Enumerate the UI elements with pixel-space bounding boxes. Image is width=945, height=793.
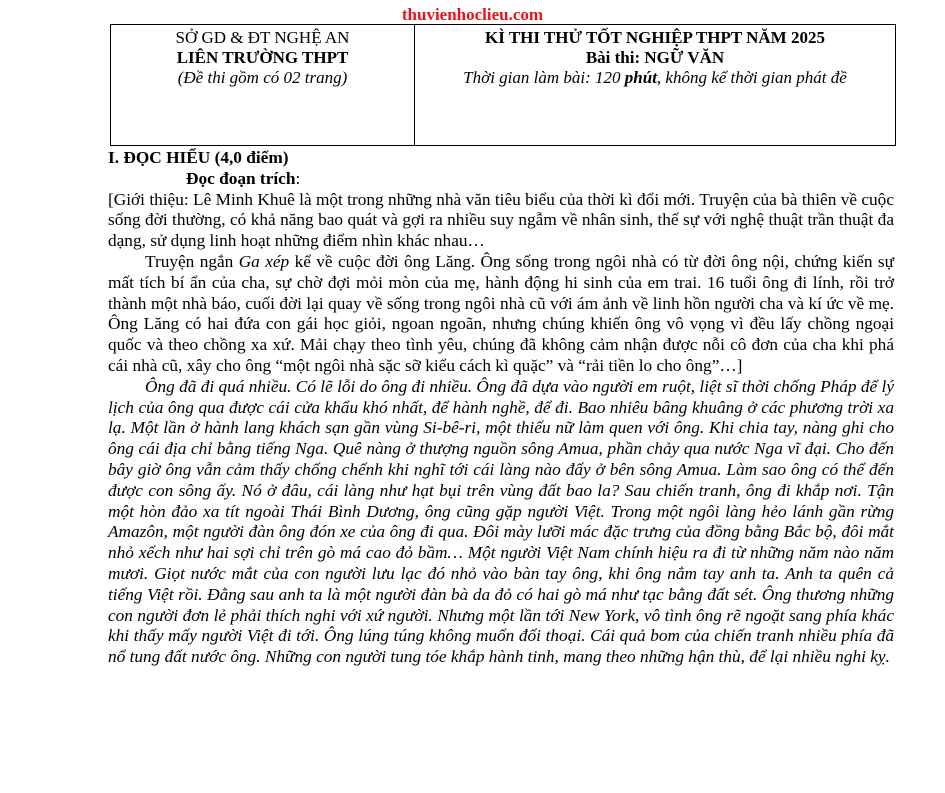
intro-2-body: kể về cuộc đời ông Lăng. Ông sống trong ngôi nhà có từ đời ông nội, chứng kiến sự mất tích bí ẩn của cha, sự chờ đợi mỏi mòn của mẹ, hành động hi sinh của em trai. 16 tuổi ông đi lính, rồi trở thành một nhà báo, cuối đời lại quay về sống trong ngôi nhà cũ với ám ảnh về linh hồn người cha và kí ức về mẹ. Ông Lăng có hai đứa con gái học giỏi, ngoan ngoãn, nhưng chúng khiến ông vô vọng vì đều lấy chồng ngoại quốc và theo chồng xa xứ. Mải chạy theo tình yêu, chúng đã không cảm nhận được nỗi cô đơn của cha khi phá cái nhà cũ, xây cho ông “một ngôi nhà sặc sỡ kiểu cách kì quặc” và “rải tiền lo cho ông”…] [108, 251, 894, 375]
excerpt-passage: Ông đã đi quá nhiều. Có lẽ lỗi do ông đi nhiều. Ông đã dựa vào người em ruột, liệt sĩ thời chống Pháp để lý lịch của ông qua được cái cửa khẩu khó nhất, để hành nghề, để đi. Bao nhiêu bâng khuâng ở các phương trời xa lạ. Một lần ở hành lang khách sạn gần vùng Si-bê-ri, một thiếu nữ làm quen với ông. Khi chia tay, nàng ghi cho ông cái địa chỉ bằng tiếng Nga. Quê nàng ở thượng nguồn sông Amua, phần chảy qua nước Nga vĩ đại. Cho đến bây giờ ông vẫn cảm thấy chống chếnh khi nghĩ tới cái làng nào đấy ở bên sông Amua. Làm sao ông có thể đến được con sông ấy. Nó ở đâu, cái làng như hạt bụi trên vùng đất bao la? Sau chiến tranh, ông đi khắp nơi. Tận một hòn đảo xa tít ngoài Thái Bình Dương, ông cũng gặp người Việt. Trong một ngôi làng hẻo lánh gần rừng Amazôn, một người đàn ông đón xe của ông đi qua. Đôi mày lưỡi mác đặc trưng của đồng bằng Bắc bộ, đôi mắt nhỏ xếch như hai sợi chỉ trên gò má cao đỏ bầm… Một người Việt Nam chính hiệu ra đi từ những năm nào năm mươi. Giọt nước mắt của con người lưu lạc đó nhỏ vào bàn tay ông, khi ông nắm tay anh ta. Anh ta quên cả tiếng Việt rồi. Đằng sau anh ta là một người đàn bà da đỏ có hai gò má như tạc bằng đất sét. Ông thương những con người đơn lẻ phải thích nghi với xứ người. Nhưng một lần tới New York, vô tình ông rẽ ngoặt sang phía khác khi thấy mấy người Việt đi tới. Ông lúng túng không muốn đối thoại. Cái quả bom của chiến tranh nhiều phía đã nổ tung đất nước ông. Những con người tung tóe khắp hành tinh, mang theo những hận thù, để lại nhiều nghi kỵ. [108, 376, 894, 667]
intro-paragraph-2 [108, 252, 894, 377]
exam-duration-suffix: , không kể thời gian phát đề [656, 68, 847, 87]
subheading-colon: : [295, 168, 301, 188]
section-subheading [108, 169, 894, 190]
header-left-cell [111, 25, 415, 146]
exam-header-table [110, 24, 896, 146]
exam-subject: Bài thi: NGỮ VĂN [585, 48, 725, 67]
exam-duration-unit: phút [624, 68, 657, 87]
exam-duration [419, 68, 891, 88]
school-name: LIÊN TRƯỜNG THPT [176, 48, 349, 67]
intro-paragraph-1: [Giới thiệu: Lê Minh Khuê là một trong những nhà văn tiêu biểu của thời kì đổi mới. Truyện của bà thiên về cuộc sống đời thường, có khả năng bao quát và gợi ra nhiều suy ngẫm về nhân sinh, thế sự với nghệ thuật trần thuật đa dạng, sử dụng linh hoạt những điểm nhìn khác nhau… [108, 189, 894, 251]
exam-duration-prefix: Thời gian làm bài: 120 [463, 68, 625, 87]
watermark-site: thuvienhoclieu.com [401, 5, 544, 24]
page-count-note: (Đề thi gồm có 02 trang) [177, 68, 348, 87]
intro-2-prefix: Truyện ngắn [145, 251, 239, 271]
document-body [108, 148, 894, 668]
subheading-text: Đọc đoạn trích [186, 168, 296, 188]
header-right-cell [415, 25, 896, 146]
exam-title: KÌ THI THỬ TỐT NGHIỆP THPT NĂM 2025 [485, 28, 825, 47]
department-name: SỞ GD & ĐT NGHỆ AN [175, 28, 350, 47]
story-title: Ga xép [238, 251, 290, 271]
section-heading: I. ĐỌC HIỂU (4,0 điểm) [108, 148, 289, 167]
